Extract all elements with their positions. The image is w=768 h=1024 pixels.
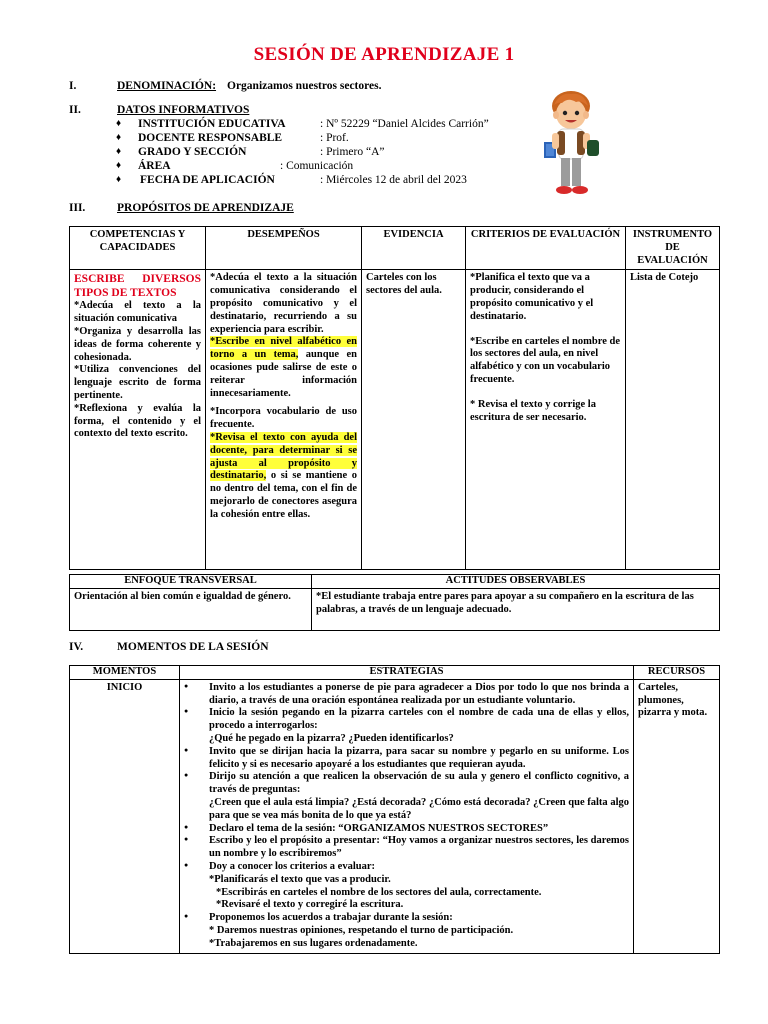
diamond-bullet-icon: ♦	[116, 146, 122, 157]
strategies-cell	[180, 679, 634, 953]
info-value: : Comunicación	[280, 160, 354, 172]
table-header-row	[70, 227, 720, 270]
strategy-text: Inicio la sesión pegando en la pizarra carteles con el nombre de cada una de ellas y ellos, procedo a interrogarlos:	[209, 707, 629, 732]
section-denomination	[69, 80, 719, 94]
strategy-item: ● Doy a conocer los criterios a evaluar:	[184, 861, 629, 874]
purposes-table	[69, 226, 720, 570]
table-row	[70, 270, 720, 570]
info-value: : Primero “A”	[320, 146, 385, 158]
criteria-item: *Planifica el texto que va a producir, considerando el propósito comunicativo y el destinatario.	[470, 272, 594, 322]
performance-cell	[206, 270, 362, 570]
section-number: IV.	[69, 641, 84, 653]
header-cell: MOMENTOS	[70, 666, 180, 680]
strategy-text: Dirijo su atención a que realicen la observación de su aula y genero el conflicto cognitivo, a través de preguntas:	[209, 771, 629, 796]
instrument-cell: Lista de Cotejo	[626, 270, 720, 570]
competence-cell	[70, 270, 206, 570]
header-cell: ACTITUDES OBSERVABLES	[312, 575, 720, 589]
section-heading: DATOS INFORMATIVOS	[117, 104, 250, 116]
page-title: SESIÓN DE APRENDIZAJE 1	[253, 44, 515, 65]
table-row	[70, 679, 720, 953]
performance-item	[210, 432, 357, 522]
capacity-item: *Utiliza convenciones del lenguaje escrito de forma pertinente.	[74, 364, 201, 401]
moments-table	[69, 665, 720, 954]
section-heading: MOMENTOS DE LA SESIÓN	[117, 641, 269, 653]
performance-item: *Incorpora vocabulario de uso frecuente.	[210, 406, 357, 431]
criteria-sub-item: *Planificarás el texto que vas a producir.	[209, 873, 391, 885]
section-info	[69, 104, 469, 118]
criteria-cell	[466, 270, 626, 570]
diamond-bullet-icon: ♦	[116, 174, 122, 185]
section-number: III.	[69, 202, 86, 214]
strategy-item: ● Escribo y leo el propósito a presentar: “Hoy vamos a organizar nuestros sectores, les daremos un nombre y lo escribiremos”	[184, 835, 629, 861]
header-cell: COMPETENCIAS Y CAPACIDADES	[70, 227, 206, 270]
info-label: FECHA DE APLICACIÓN	[140, 174, 275, 186]
approach-table	[69, 574, 720, 631]
header-cell: INSTRUMENTO DE EVALUACIÓN	[626, 227, 720, 270]
performance-text: o si se mantiene o no dentro del tema, con el fin de mejorarlo de conectores asegura la cohesión entre ellas.	[210, 470, 357, 520]
section-number: I.	[69, 80, 77, 92]
header-cell: ENFOQUE TRANSVERSAL	[70, 575, 312, 589]
attitudes-cell: *El estudiante trabaja entre pares para apoyar a su compañero en la escritura de las palabras, a través de un lenguaje adecuado.	[312, 588, 720, 630]
capacity-item: *Adecúa el texto a la situación comunicativa	[74, 300, 201, 325]
performance-item	[210, 336, 357, 400]
performance-text: aunque en ocasiones pude salirse de este o reiterar información innecesariamente.	[210, 349, 357, 399]
highlighted-text: *Escribe en nivel alfabético en torno a un tema,	[210, 336, 357, 361]
strategy-item	[184, 771, 629, 822]
header-cell: RECURSOS	[634, 666, 720, 680]
competence-title: ESCRIBE DIVERSOS TIPOS DE TEXTOS	[74, 273, 201, 300]
capacity-item: *Organiza y desarrolla las ideas de forma coherente y cohesionada.	[74, 326, 201, 363]
table-row	[70, 588, 720, 630]
info-value: : Nº 52229 “Daniel Alcides Carrión”	[320, 118, 489, 130]
info-value: : Miércoles 12 de abril del 2023	[320, 174, 467, 186]
approach-cell: Orientación al bien común e igualdad de género.	[70, 588, 312, 630]
section-purposes	[69, 202, 469, 216]
strategy-item: ● Declaro el tema de la sesión: “ORGANIZAMOS NUESTROS SECTORES”	[184, 823, 629, 836]
section-heading: DENOMINACIÓN:	[117, 80, 217, 92]
info-value: : Prof.	[320, 132, 349, 144]
info-label: ÁREA	[138, 160, 171, 172]
header-cell: DESEMPEÑOS	[206, 227, 362, 270]
highlighted-text: *Revisa el texto con ayuda del docente, para determinar si se ajusta al propósito y destinatario,	[210, 431, 357, 482]
performance-item: *Adecúa el texto a la situación comunicativa considerando el propósito comunicativo y el destinatario, recurriendo a su experiencia para escribir.	[210, 272, 357, 335]
section-heading: PROPÓSITOS DE APRENDIZAJE	[117, 202, 294, 214]
agreement-sub-item: * Daremos nuestras opiniones, respetando el turno de participación.	[209, 924, 514, 936]
info-label: DOCENTE RESPONSABLE	[138, 132, 283, 144]
strategy-question: ¿Qué he pegado en la pizarra? ¿Pueden identificarlos?	[209, 732, 454, 744]
criteria-sub-item: *Revisaré el texto y corregiré la escritura.	[216, 899, 404, 911]
header-cell: EVIDENCIA	[362, 227, 466, 270]
resources-cell: Carteles, plumones, pizarra y mota.	[634, 679, 720, 953]
criteria-item: *Escribe en carteles el nombre de los sectores del aula, en nivel alfabético y con un vocabulario frecuente.	[470, 335, 620, 385]
criteria-item: * Revisa el texto y corrige la escritura de ser necesario.	[470, 398, 596, 423]
section-moments	[69, 641, 469, 655]
info-label: INSTITUCIÓN EDUCATIVA	[138, 118, 286, 130]
diamond-bullet-icon: ♦	[116, 118, 122, 129]
criteria-sub-item: *Escribirás en carteles el nombre de los sectores del aula, correctamente.	[216, 886, 542, 898]
strategy-item	[184, 707, 629, 745]
strategy-item: ● Invito que se dirijan hacia la pizarra, para sacar su nombre y pegarlo en su uniforme. Los felicito y si es necesario apoyaré a los estudiantes que requieran ayuda.	[184, 746, 629, 772]
strategy-item: ● Invito a los estudiantes a ponerse de pie para agradecer a Dios por todo lo que nos brinda a diario, a través de una oración espontánea realizada por un estudiante voluntario.	[184, 682, 629, 708]
capacity-item: *Reflexiona y evalúa la forma, el contenido y el contexto del texto escrito.	[74, 402, 201, 440]
table-header-row	[70, 666, 720, 680]
section-number: II.	[69, 104, 81, 116]
agreement-sub-item: *Trabajaremos en sus lugares ordenadamente.	[209, 937, 418, 949]
header-cell: CRITERIOS DE EVALUACIÓN	[466, 227, 626, 270]
student-illustration	[538, 88, 604, 200]
evidence-cell: Carteles con los sectores del aula.	[362, 270, 466, 570]
diamond-bullet-icon: ♦	[116, 132, 122, 143]
moment-cell: INICIO	[70, 679, 180, 953]
table-header-row	[70, 575, 720, 589]
denomination-value: Organizamos nuestros sectores.	[227, 80, 382, 92]
info-label: GRADO Y SECCIÓN	[138, 146, 247, 158]
strategy-question: ¿Creen que el aula está limpia? ¿Está decorada? ¿Cómo está decorada? ¿Creen que falta algo para que se vea más bonita de lo que ya está?	[209, 796, 629, 821]
strategy-item: ● Proponemos los acuerdos a trabajar durante la sesión:	[184, 912, 629, 925]
diamond-bullet-icon: ♦	[116, 160, 122, 171]
header-cell: ESTRATEGIAS	[180, 666, 634, 680]
